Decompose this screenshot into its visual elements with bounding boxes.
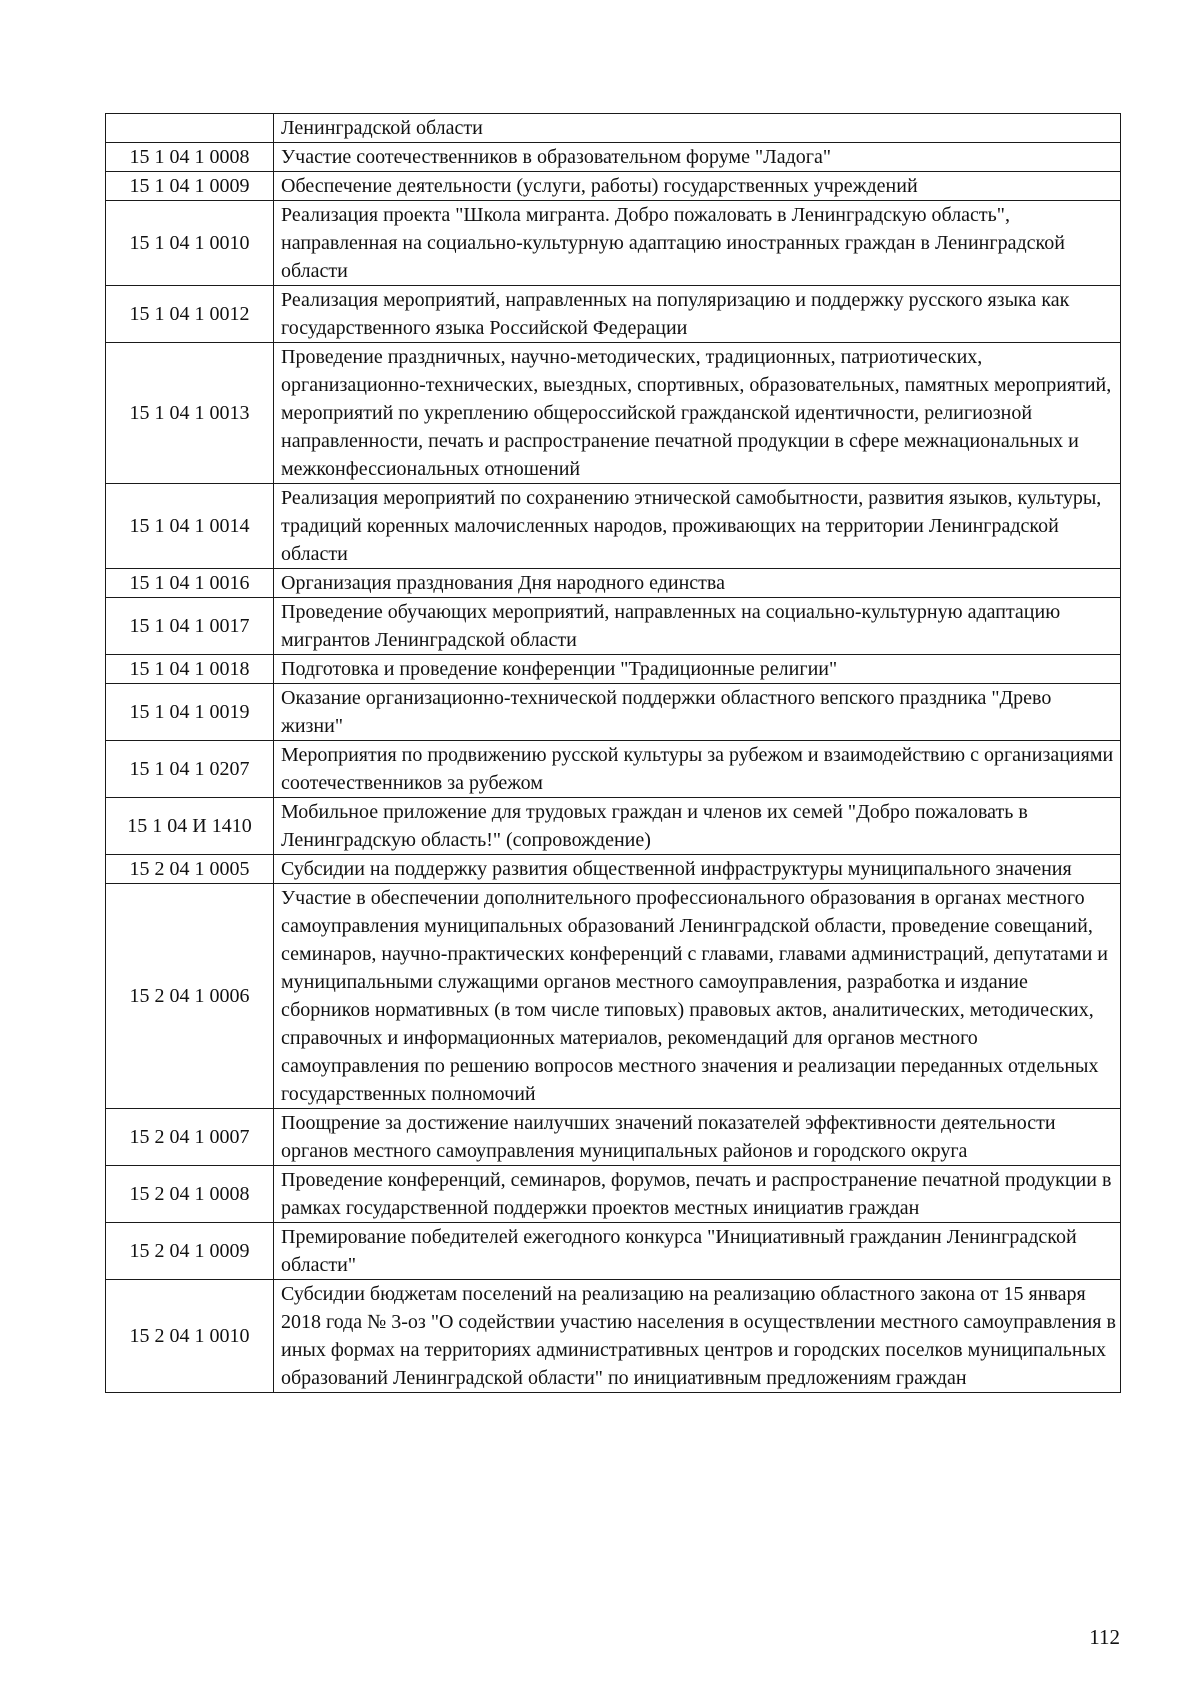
classification-code-cell: 15 1 04 1 0009 bbox=[106, 172, 274, 201]
budget-classification-table bbox=[105, 113, 1121, 1393]
description-cell: Обеспечение деятельности (услуги, работы) государственных учреждений bbox=[274, 172, 1121, 201]
description-cell: Субсидии на поддержку развития общественной инфраструктуры муниципального значения bbox=[274, 855, 1121, 884]
description-cell: Реализация проекта "Школа мигранта. Добро пожаловать в Ленинградскую область", направленная на социально-культурную адаптацию иностранных граждан в Ленинградской области bbox=[274, 201, 1121, 286]
table-row bbox=[106, 1280, 1121, 1393]
description-cell: Участие соотечественников в образовательном форуме "Ладога" bbox=[274, 143, 1121, 172]
table-row bbox=[106, 884, 1121, 1109]
description-cell: Участие в обеспечении дополнительного профессионального образования в органах местного самоуправления муниципальных образований Ленинградской области, проведение совещаний, семинаров, научно-практических конференций с главами, главами администраций, депутатами и муниципальными служащими органов местного самоуправления, разработка и издание сборников нормативных (в том числе типовых) правовых актов, аналитических, методических, справочных и информационных материалов, рекомендаций для органов местного самоуправления по решению вопросов местного значения и реализации переданных отдельных государственных полномочий bbox=[274, 884, 1121, 1109]
table-row bbox=[106, 1223, 1121, 1280]
table-row bbox=[106, 343, 1121, 484]
classification-code-cell: 15 1 04 1 0207 bbox=[106, 741, 274, 798]
table-row bbox=[106, 172, 1121, 201]
table-body bbox=[106, 114, 1121, 1393]
description-cell: Мобильное приложение для трудовых граждан и членов их семей "Добро пожаловать в Ленинградскую область!" (сопровождение) bbox=[274, 798, 1121, 855]
page-number: 112 bbox=[1089, 1625, 1120, 1649]
classification-code-cell: 15 2 04 1 0005 bbox=[106, 855, 274, 884]
table-row bbox=[106, 684, 1121, 741]
classification-code-cell: 15 1 04 1 0018 bbox=[106, 655, 274, 684]
classification-code-cell: 15 2 04 1 0008 bbox=[106, 1166, 274, 1223]
description-cell: Организация празднования Дня народного единства bbox=[274, 569, 1121, 598]
description-cell: Оказание организационно-технической поддержки областного вепского праздника "Древо жизни" bbox=[274, 684, 1121, 741]
classification-code-cell: 15 1 04 1 0014 bbox=[106, 484, 274, 569]
description-cell: Мероприятия по продвижению русской культуры за рубежом и взаимодействию с организациями соотечественников за рубежом bbox=[274, 741, 1121, 798]
table-row bbox=[106, 286, 1121, 343]
classification-code-cell: 15 2 04 1 0007 bbox=[106, 1109, 274, 1166]
classification-code-cell: 15 1 04 1 0008 bbox=[106, 143, 274, 172]
table-row bbox=[106, 655, 1121, 684]
classification-code-cell bbox=[106, 114, 274, 143]
classification-code-cell: 15 1 04 1 0017 bbox=[106, 598, 274, 655]
table-row bbox=[106, 598, 1121, 655]
classification-code-cell: 15 2 04 1 0006 bbox=[106, 884, 274, 1109]
description-cell: Поощрение за достижение наилучших значений показателей эффективности деятельности органов местного самоуправления муниципальных районов и городского округа bbox=[274, 1109, 1121, 1166]
description-cell: Проведение конференций, семинаров, форумов, печать и распространение печатной продукции в рамках государственной поддержки проектов местных инициатив граждан bbox=[274, 1166, 1121, 1223]
classification-code-cell: 15 2 04 1 0010 bbox=[106, 1280, 274, 1393]
description-cell: Реализация мероприятий по сохранению этнической самобытности, развития языков, культуры, традиций коренных малочисленных народов, проживающих на территории Ленинградской области bbox=[274, 484, 1121, 569]
classification-code-cell: 15 1 04 1 0019 bbox=[106, 684, 274, 741]
table-row bbox=[106, 1166, 1121, 1223]
table-row bbox=[106, 741, 1121, 798]
classification-code-cell: 15 2 04 1 0009 bbox=[106, 1223, 274, 1280]
classification-code-cell: 15 1 04 1 0012 bbox=[106, 286, 274, 343]
table-row bbox=[106, 143, 1121, 172]
description-cell: Ленинградской области bbox=[274, 114, 1121, 143]
table-row bbox=[106, 798, 1121, 855]
classification-code-cell: 15 1 04 И 1410 bbox=[106, 798, 274, 855]
table-row bbox=[106, 484, 1121, 569]
description-cell: Премирование победителей ежегодного конкурса "Инициативный гражданин Ленинградской области" bbox=[274, 1223, 1121, 1280]
classification-code-cell: 15 1 04 1 0013 bbox=[106, 343, 274, 484]
table-row bbox=[106, 201, 1121, 286]
description-cell: Проведение обучающих мероприятий, направленных на социально-культурную адаптацию мигрантов Ленинградской области bbox=[274, 598, 1121, 655]
classification-code-cell: 15 1 04 1 0016 bbox=[106, 569, 274, 598]
table-row bbox=[106, 1109, 1121, 1166]
description-cell: Подготовка и проведение конференции "Традиционные религии" bbox=[274, 655, 1121, 684]
table-row bbox=[106, 114, 1121, 143]
table-row bbox=[106, 569, 1121, 598]
table-row bbox=[106, 855, 1121, 884]
description-cell: Субсидии бюджетам поселений на реализацию на реализацию областного закона от 15 января 2018 года № 3-оз "О содействии участию населения в осуществлении местного самоуправления в иных формах на территориях административных центров и городских поселков муниципальных образований Ленинградской области" по инициативным предложениям граждан bbox=[274, 1280, 1121, 1393]
description-cell: Проведение праздничных, научно-методических, традиционных, патриотических, организационно-технических, выездных, спортивных, образовательных, памятных мероприятий, мероприятий по укреплению общероссийской гражданской идентичности, религиозной направленности, печать и распространение печатной продукции в сфере межнациональных и межконфессиональных отношений bbox=[274, 343, 1121, 484]
classification-code-cell: 15 1 04 1 0010 bbox=[106, 201, 274, 286]
description-cell: Реализация мероприятий, направленных на популяризацию и поддержку русского языка как государственного языка Российской Федерации bbox=[274, 286, 1121, 343]
